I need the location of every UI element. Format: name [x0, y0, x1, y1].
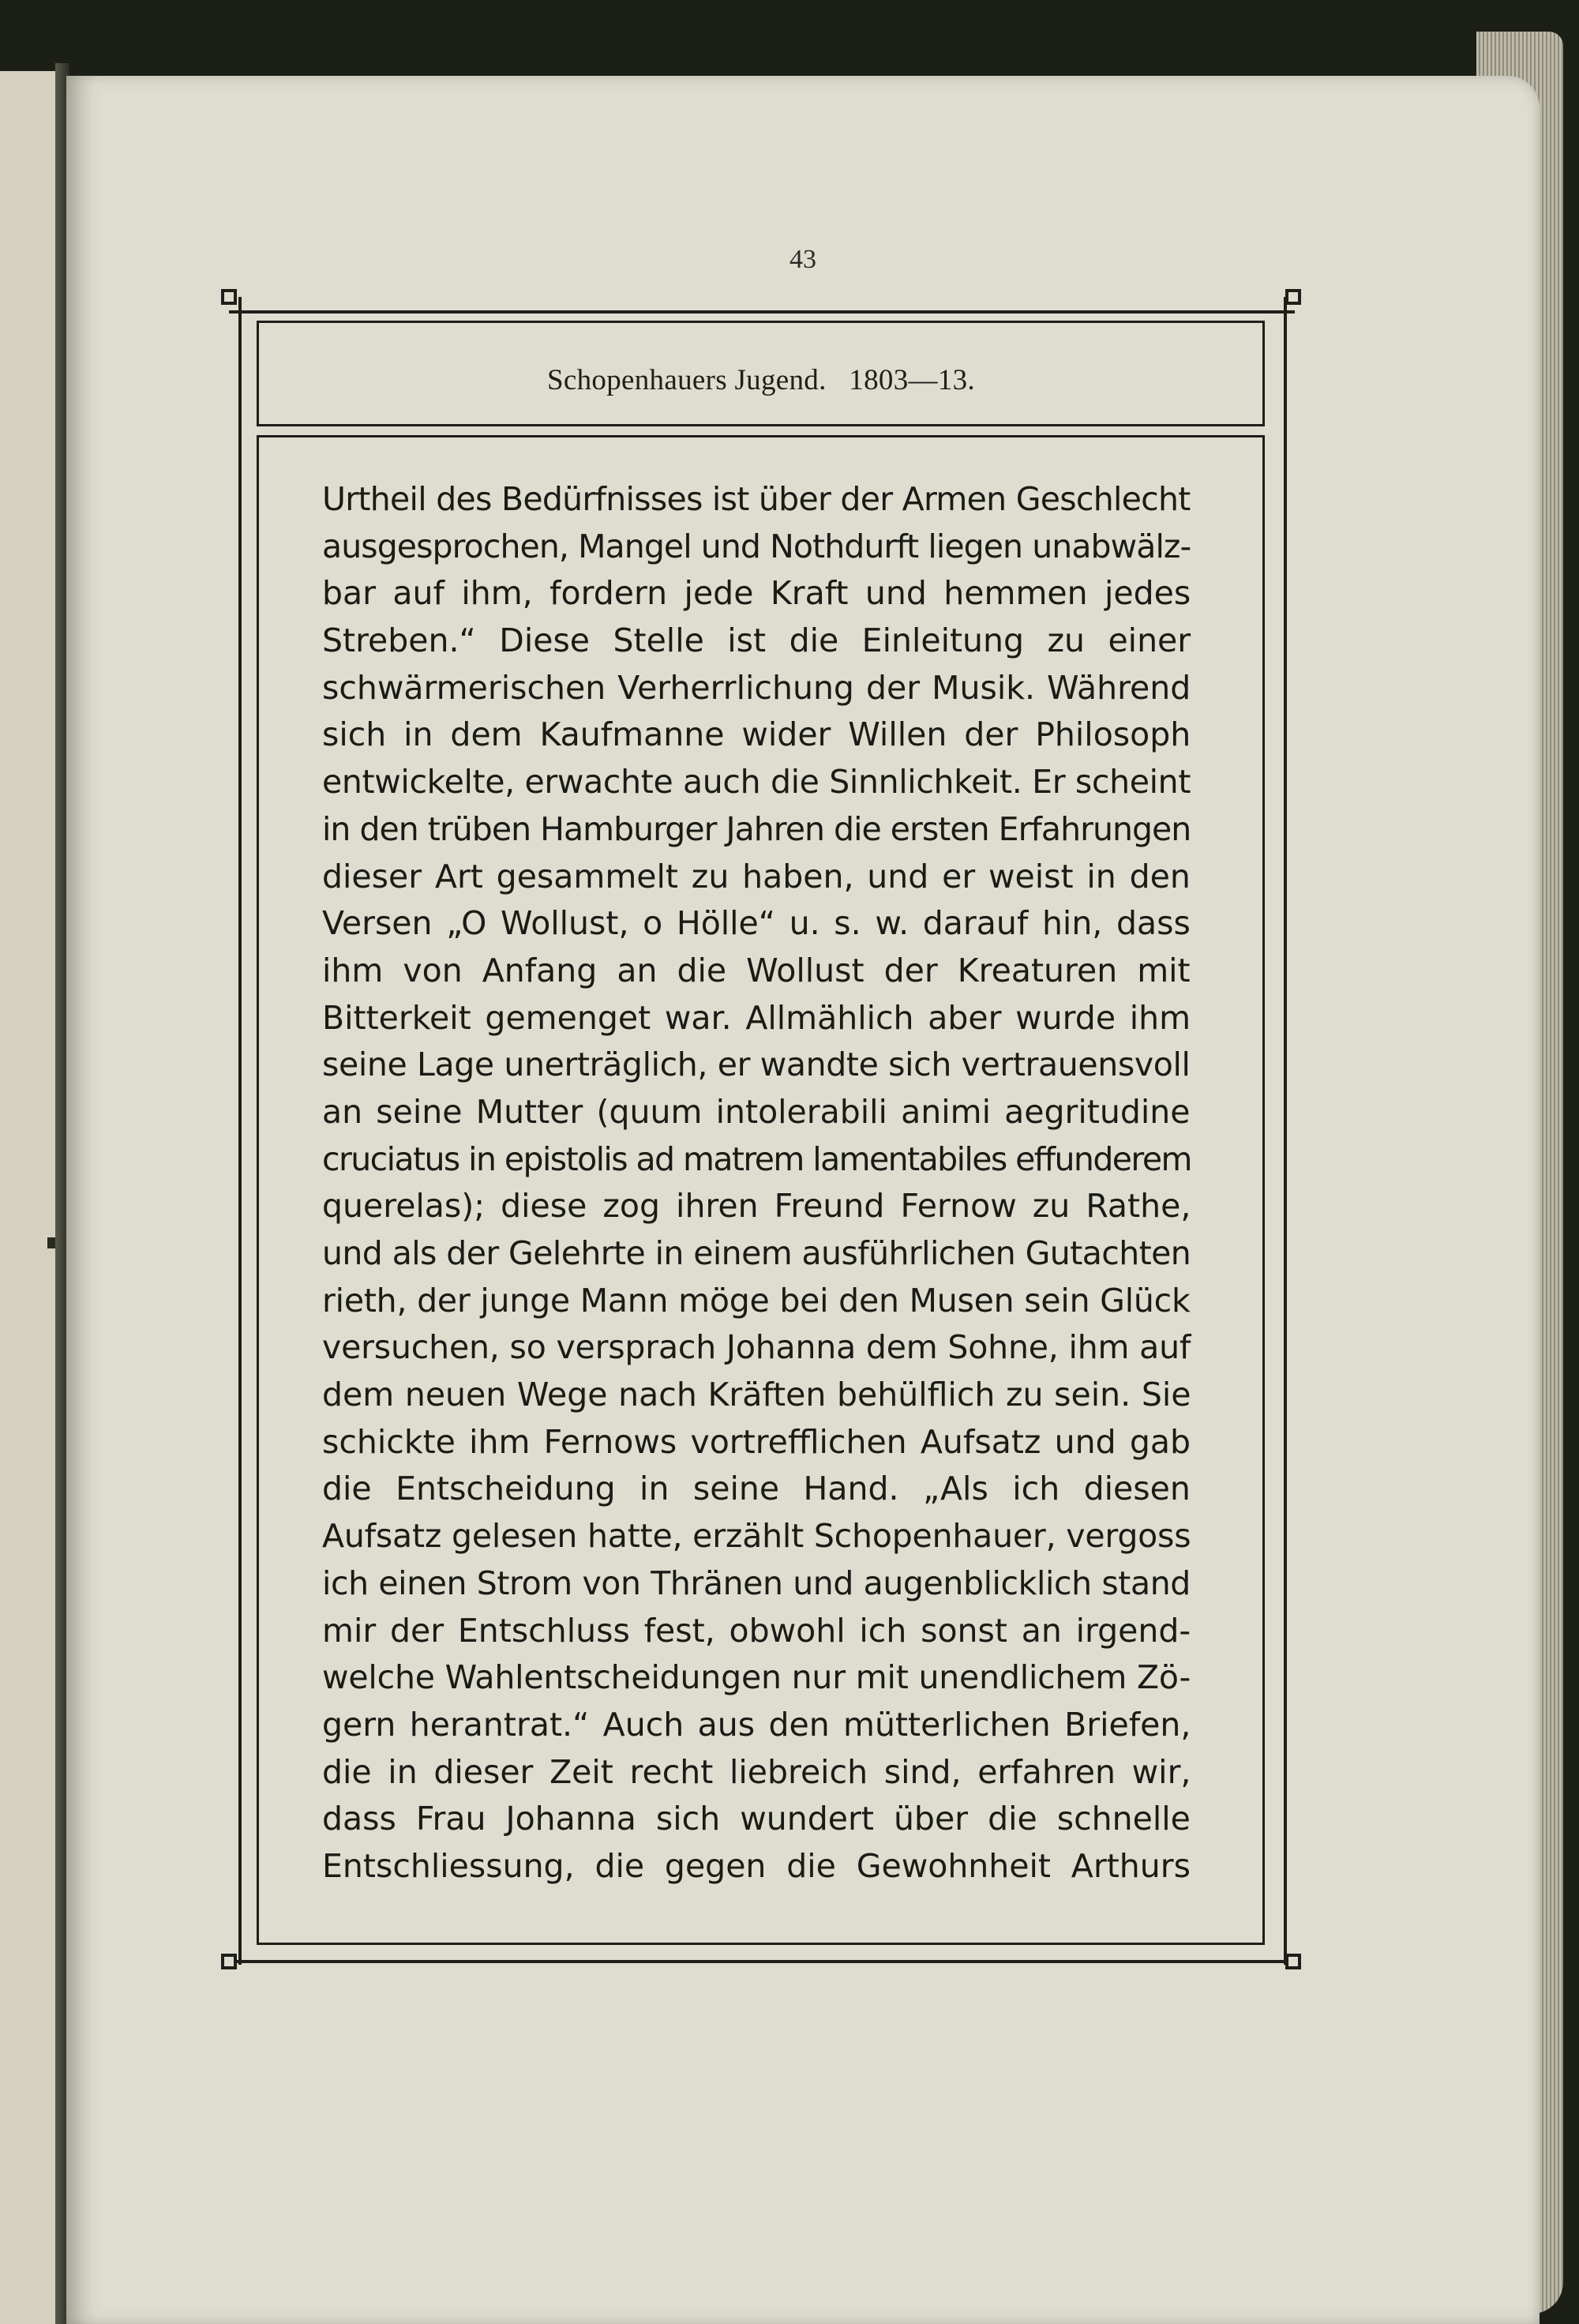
text-line: gern herantrat.“ Auch aus den mütterlichen Briefen,: [322, 1705, 1191, 1744]
text-line: welche Wahlentscheidungen nur mit unendlichem Zö-: [322, 1658, 1191, 1697]
text-line: entwickelte, erwachte auch die Sinnlichkeit. Er scheint: [322, 763, 1191, 802]
page-number: 43: [790, 245, 816, 274]
frame-right-line: [1284, 297, 1287, 1965]
header-box-bottom: [257, 424, 1265, 426]
text-line: versuchen, so versprach Johanna dem Sohne, ihm auf: [322, 1328, 1191, 1367]
text-line: Aufsatz gelesen hatte, erzählt Schopenhauer, vergoss: [322, 1517, 1191, 1556]
text-line: an seine Mutter (quum intolerabili animi aegritudine: [322, 1092, 1191, 1131]
text-line: Versen „O Wollust, o Hölle“ u. s. w. darauf hin, dass: [322, 904, 1191, 943]
frame-left-line: [238, 297, 242, 1965]
text-line: ausgesprochen, Mangel und Nothdurft liegen unabwälz-: [322, 527, 1191, 565]
text-line: bar auf ihm, fordern jede Kraft und hemmen jedes: [322, 574, 1191, 613]
text-line: und als der Gelehrte in einem ausführlichen Gutachten: [322, 1234, 1191, 1272]
text-line: sich in dem Kaufmanne wider Willen der Philosoph: [322, 715, 1191, 754]
frame-corner-bottom-right: [1285, 1954, 1301, 1969]
running-head-years: 1803—13.: [849, 364, 975, 396]
body-box-top: [257, 435, 1265, 437]
text-line: Urtheil des Bedürfnisses ist über der Armen Geschlecht: [322, 480, 1191, 518]
text-line: mir der Entschluss fest, obwohl ich sonst an irgend-: [322, 1611, 1191, 1650]
text-line: Bitterkeit gemenget war. Allmählich aber wurde ihm: [322, 998, 1191, 1037]
page-mark: [47, 1237, 55, 1248]
body-text: [322, 476, 1191, 1890]
text-line: cruciatus in epistolis ad matrem lamentabiles effunderem: [322, 1139, 1191, 1178]
frame-corner-top-left: [221, 289, 237, 305]
text-line: schickte ihm Fernows vortrefflichen Aufsatz und gab: [322, 1422, 1191, 1461]
frame-top-line: [229, 310, 1295, 313]
text-line: in den trüben Hamburger Jahren die ersten Erfahrungen: [322, 809, 1191, 848]
previous-page-edge: [0, 71, 58, 2324]
body-box-bottom: [257, 1943, 1265, 1945]
text-line: ich einen Strom von Thränen und augenblicklich stand: [322, 1564, 1191, 1602]
running-head: [259, 363, 1263, 397]
body-box-right: [1262, 435, 1265, 1945]
text-line: seine Lage unerträglich, er wandte sich vertrauensvoll: [322, 1046, 1191, 1084]
text-line: dieser Art gesammelt zu haben, und er weist in den: [322, 857, 1191, 895]
text-line: die Entscheidung in seine Hand. „Als ich diesen: [322, 1470, 1191, 1508]
text-line: die in dieser Zeit recht liebreich sind, erfahren wir,: [322, 1752, 1191, 1791]
text-line: dem neuen Wege nach Kräften behülflich zu sein. Sie: [322, 1376, 1191, 1414]
body-box-left: [257, 435, 259, 1945]
text-line: ihm von Anfang an die Wollust der Kreaturen mit: [322, 951, 1191, 989]
text-line: dass Frau Johanna sich wundert über die schnelle: [322, 1800, 1191, 1838]
frame-corner-top-right: [1285, 289, 1301, 305]
text-line: Entschliessung, die gegen die Gewohnheit Arthurs: [322, 1846, 1191, 1885]
text-line: querelas); diese zog ihren Freund Fernow zu Rathe,: [322, 1187, 1191, 1226]
frame-bottom-line: [229, 1960, 1295, 1963]
text-line: rieth, der junge Mann möge bei den Musen sein Glück: [322, 1281, 1191, 1320]
frame-corner-bottom-left: [221, 1954, 237, 1969]
text-line: schwärmerischen Verherrlichung der Musik. Während: [322, 668, 1191, 707]
header-box-top: [257, 321, 1265, 323]
text-line: Streben.“ Diese Stelle ist die Einleitung zu einer: [322, 621, 1191, 660]
running-head-title: Schopenhauers Jugend.: [547, 364, 827, 396]
